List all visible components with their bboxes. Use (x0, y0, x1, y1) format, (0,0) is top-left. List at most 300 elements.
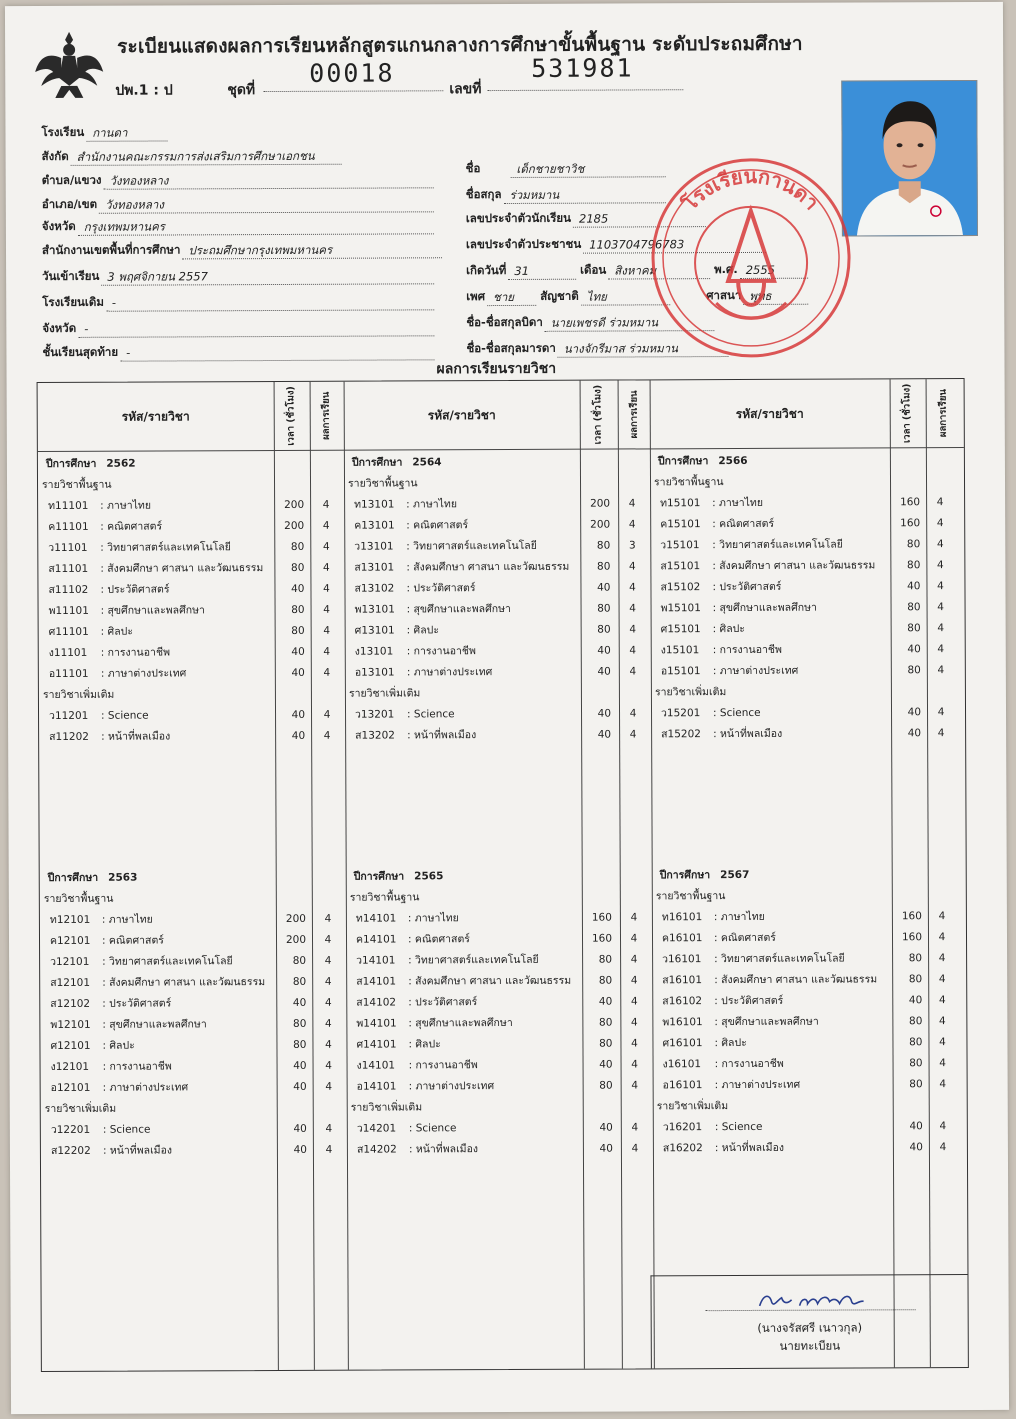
subject-row (40, 1035, 340, 1057)
subject-code: ศ12101 (50, 1039, 91, 1052)
subject-grade: 4 (631, 1037, 638, 1050)
subject-hours: 40 (599, 1058, 613, 1071)
subject-code: ส15102 (660, 581, 701, 594)
subject-row (652, 990, 954, 1012)
subject-code: ส13101 (354, 561, 395, 574)
subject-grade: 4 (323, 666, 331, 679)
subject-name: : วิทยาศาสตร์และเทคโนโลยี (408, 953, 539, 967)
subject-code: พ15101 (660, 602, 701, 615)
subject-grade: 4 (936, 496, 944, 509)
subject-code: พ14101 (356, 1017, 397, 1030)
subject-grade: 4 (631, 1121, 639, 1134)
subject-hours: 200 (284, 498, 305, 511)
col-grade-1: ผลการเรียน (320, 391, 332, 440)
religion-line: ศาสนา พุทธ (706, 287, 808, 305)
subject-code: อ11101 (48, 667, 89, 680)
subject-row (653, 1053, 955, 1075)
subject-hours: 160 (900, 517, 921, 530)
subject-row (345, 661, 645, 683)
subdistrict-value: วังทองหลาง (103, 172, 433, 189)
subject-hours: 80 (597, 602, 611, 615)
subject-hours: 80 (290, 540, 305, 553)
school-seal-stamp (646, 152, 857, 363)
subject-name: : วิทยาศาสตร์และเทคโนโลยี (100, 541, 231, 554)
subject-code: ส13102 (354, 582, 395, 595)
subject-name: : สังคมศึกษา ศาสนา และวัฒนธรรม (100, 562, 264, 575)
birth-month-line: เดือน สิงหาคม (580, 261, 710, 280)
subject-hours: 40 (292, 996, 307, 1009)
registrar-name: (นางจรัสศรี เนาวกุล) (757, 1320, 863, 1335)
mother-name: นางจักรีมาส ร่วมหมาน (558, 341, 729, 358)
subject-code: ง15101 (660, 644, 700, 657)
col-subject-1: รหัส/รายวิชา (121, 408, 190, 424)
prev-school-value: - (106, 294, 434, 311)
subject-name: : สังคมศึกษา ศาสนา และวัฒนธรรม (712, 559, 876, 573)
set-number: 00018 (309, 58, 395, 88)
father-name: นายเพชรดี ร่วมหมาน (545, 315, 715, 332)
subject-code: ค14101 (355, 933, 397, 946)
subject-name: : หน้าที่พลเมือง (407, 729, 477, 742)
subject-row (346, 970, 646, 992)
school-value: กานดา (86, 125, 167, 141)
name-line: ชื่อ เด็กชายชาวิช (466, 159, 666, 178)
subject-hours: 40 (599, 1121, 613, 1134)
subject-code: อ15101 (660, 665, 701, 678)
subject-name: : ศิลปะ (102, 1039, 135, 1052)
prev-province-value: - (78, 320, 434, 338)
subject-hours: 40 (599, 1142, 613, 1155)
subject-hours: 80 (907, 664, 921, 677)
subject-row (40, 909, 340, 931)
subject-row (346, 949, 646, 971)
subject-hours: 40 (907, 643, 921, 656)
subject-code: ง13101 (354, 645, 394, 658)
subject-row (345, 703, 645, 725)
subject-code: ส16101 (662, 974, 703, 987)
subject-row (650, 534, 952, 556)
subject-code: ท16101 (661, 911, 703, 924)
prev-school-line: โรงเรียนเดิม - (42, 292, 434, 312)
subject-code: ค16101 (661, 932, 703, 945)
subject-hours: 40 (293, 1122, 307, 1135)
subject-hours: 40 (291, 645, 305, 658)
subject-hours: 40 (597, 644, 611, 657)
year-heading: ปีการศึกษา 2565 (353, 870, 444, 883)
subject-name: : ภาษาไทย (713, 910, 765, 924)
subject-name: : สังคมศึกษา ศาสนา และวัฒนธรรม (408, 974, 572, 988)
subject-name: : ศิลปะ (408, 1038, 441, 1051)
subject-name: : คณิตศาสตร์ (713, 931, 776, 945)
enroll-date-value: 3 พฤศจิกายน 2557 (101, 268, 434, 285)
subject-name: : การงานอาชีพ (712, 643, 783, 657)
subject-row (346, 1033, 646, 1055)
student-surname: ร่วมหมาน (503, 187, 665, 204)
affiliation-value: สำนักงานคณะกรรมการส่งเสริมการศึกษาเอกชน (71, 149, 342, 166)
subject-grade: 4 (630, 974, 638, 987)
subject-grade: 4 (323, 729, 331, 742)
student-photo (841, 80, 978, 237)
school-line: โรงเรียน กานดา (41, 123, 167, 142)
area-office-line: สำนักงานเขตพื้นที่การศึกษา ประถมศึกษากรุงเทพมหานคร (42, 240, 442, 260)
subject-hours: 80 (909, 1078, 923, 1091)
subject-row (40, 993, 340, 1015)
subject-grade: 4 (629, 644, 637, 657)
subject-hours: 80 (598, 1016, 613, 1029)
subject-row (652, 948, 954, 970)
subject-row (347, 1054, 647, 1076)
subject-hours: 80 (596, 539, 611, 552)
father-line: ชื่อ-ชื่อสกุลบิดา นายเพชรดี ร่วมหมาน (466, 313, 714, 332)
subject-row (41, 1077, 341, 1099)
subject-grade: 4 (631, 1079, 639, 1092)
subject-grade: 4 (938, 952, 946, 965)
subject-grade: 4 (630, 911, 638, 924)
subject-hours: 200 (285, 933, 307, 946)
subject-code: ว16101 (662, 953, 702, 966)
subdistrict-line: ตำบล/แขวง วังทองหลาง (42, 170, 434, 190)
subject-name: : การงานอาชีพ (102, 1060, 172, 1073)
subject-row (651, 660, 953, 682)
subject-grade: 4 (939, 1141, 947, 1154)
subject-row (347, 1138, 647, 1160)
subject-row (346, 907, 646, 929)
subject-hours: 80 (292, 954, 307, 967)
subject-row (39, 621, 339, 643)
subject-name: : ศิลปะ (406, 624, 439, 637)
subject-hours: 200 (285, 912, 306, 925)
subject-row (344, 493, 644, 515)
subject-hours: 80 (599, 1037, 613, 1050)
subject-grade: 4 (938, 994, 946, 1007)
subject-hours: 160 (591, 932, 613, 945)
birth-year: 2555 (740, 263, 808, 279)
subject-hours: 40 (909, 1141, 923, 1154)
col-hours-3: เวลา (ชั่วโมง) (901, 383, 913, 444)
category-heading: รายวิชาเพิ่มเติม (44, 1102, 117, 1116)
subject-grade: 4 (629, 665, 637, 678)
subject-grade: 4 (324, 912, 332, 925)
subject-hours: 80 (906, 538, 921, 551)
subject-grade: 4 (325, 1080, 333, 1093)
subject-hours: 160 (901, 931, 923, 944)
subject-hours: 40 (597, 728, 612, 741)
subject-hours: 200 (590, 497, 611, 510)
subject-name: : ประวัติศาสตร์ (712, 580, 782, 594)
subject-name: : วิทยาศาสตร์และเทคโนโลยี (714, 952, 845, 966)
subject-code: อ14101 (356, 1080, 397, 1093)
student-id-line: เลขประจำตัวนักเรียน 2185 (466, 209, 706, 228)
subject-hours: 80 (909, 1036, 923, 1049)
subject-grade: 4 (630, 932, 638, 945)
subject-row (38, 516, 338, 538)
subject-row (650, 492, 952, 514)
subject-grade: 4 (631, 1058, 638, 1071)
subject-code: ส14101 (356, 975, 397, 988)
subject-hours: 40 (597, 581, 611, 594)
birth-day-line: เกิดวันที่ 31 (466, 262, 576, 280)
garuda-emblem-icon (33, 28, 105, 102)
subject-code: ส16102 (662, 995, 703, 1008)
subject-row (38, 579, 338, 601)
subject-name: : หน้าที่พลเมือง (102, 1144, 173, 1157)
subject-row (38, 558, 338, 580)
subject-name: : ศิลปะ (712, 622, 745, 636)
subject-name: : การงานอาชีพ (406, 645, 477, 658)
subject-hours: 160 (901, 910, 922, 923)
subject-hours: 80 (596, 560, 611, 573)
subject-grade: 4 (631, 1016, 638, 1029)
subject-code: ศ13101 (354, 624, 395, 637)
subject-name: : ภาษาไทย (100, 499, 152, 512)
subject-name: : ประวัติศาสตร์ (408, 996, 478, 1009)
category-heading: รายวิชาพื้นฐาน (349, 891, 420, 904)
subject-grade: 4 (631, 1142, 639, 1155)
subject-grade: 4 (629, 623, 637, 636)
subject-grade: 4 (628, 497, 636, 510)
subject-code: ค12101 (49, 934, 91, 947)
subject-code: ท15101 (660, 497, 701, 510)
subject-hours: 200 (590, 518, 611, 531)
subject-row (40, 972, 340, 994)
subject-hours: 200 (284, 519, 305, 532)
subject-code: ส16202 (662, 1142, 703, 1155)
subject-hours: 80 (909, 1057, 923, 1070)
subject-name: : การงานอาชีพ (714, 1057, 784, 1071)
subject-name: : สังคมศึกษา ศาสนา และวัฒนธรรม (102, 976, 266, 989)
subject-code: ท12101 (49, 913, 91, 926)
citizen-id-line: เลขประจำตัวประชาชน 1103704796783 (466, 235, 766, 254)
subject-row (651, 597, 953, 619)
subject-grade: 4 (936, 517, 944, 530)
subject-grade: 4 (324, 954, 332, 967)
subject-row (344, 535, 644, 557)
subject-row (39, 663, 339, 685)
subject-row (344, 556, 644, 578)
subject-name: : คณิตศาสตร์ (407, 933, 470, 946)
subject-row (41, 1140, 341, 1162)
document-number: 531981 (531, 53, 634, 83)
subject-code: ง11101 (48, 646, 88, 659)
subject-row (651, 618, 953, 640)
subject-row (40, 951, 340, 973)
subject-grade: 4 (629, 602, 636, 615)
year-block (38, 452, 339, 748)
subject-grade: 4 (325, 1017, 332, 1030)
subject-grade: 3 (628, 539, 636, 552)
subject-code: พ16101 (662, 1016, 703, 1029)
year-block (40, 866, 341, 1162)
subject-grade: 4 (324, 933, 332, 946)
subject-code: ว12101 (50, 955, 90, 968)
subject-grade: 4 (322, 519, 330, 532)
subject-hours: 40 (598, 995, 613, 1008)
subject-row (653, 1137, 955, 1159)
subject-name: : Science (102, 1123, 151, 1136)
subject-row (345, 619, 645, 641)
prev-province-line: จังหวัด - (42, 318, 434, 338)
subject-row (347, 1075, 647, 1097)
subject-code: อ13101 (354, 666, 395, 679)
year-block (344, 450, 645, 746)
subject-row (653, 1074, 955, 1096)
subject-hours: 80 (906, 559, 921, 572)
subject-grade: 4 (325, 1038, 332, 1051)
subject-grade: 4 (939, 1036, 946, 1049)
subject-code: ว16201 (662, 1121, 703, 1134)
subject-name: : ภาษาต่างประเทศ (102, 1081, 189, 1094)
subject-name: : สังคมศึกษา ศาสนา และวัฒนธรรม (714, 973, 878, 987)
subject-grade: 4 (939, 1015, 946, 1028)
subject-grade: 4 (325, 1143, 333, 1156)
subject-grade: 4 (325, 1122, 333, 1135)
subject-code: ส15202 (661, 728, 701, 741)
subject-row (651, 639, 953, 661)
category-heading: รายวิชาเพิ่มเติม (350, 1101, 423, 1114)
subject-code: ง12101 (50, 1060, 90, 1073)
subject-hours: 40 (908, 994, 923, 1007)
subject-grade: 4 (322, 498, 330, 511)
subject-name: : ภาษาไทย (406, 498, 458, 511)
subject-name: : Science (714, 1120, 763, 1134)
subject-row (345, 640, 645, 662)
subject-grade: 4 (629, 728, 637, 741)
results-table (37, 378, 969, 1372)
subject-hours: 80 (598, 953, 613, 966)
subject-row (346, 1012, 646, 1034)
year-heading: ปีการศึกษา 2564 (351, 456, 442, 469)
subject-name: : ศิลปะ (714, 1036, 747, 1050)
citizen-id: 1103704796783 (583, 237, 766, 254)
subject-code: ส15101 (660, 560, 701, 573)
subject-code: ท11101 (48, 499, 89, 513)
subject-name: : Science (408, 1122, 457, 1135)
subject-name: : คณิตศาสตร์ (406, 519, 469, 532)
province-line: จังหวัด กรุงเทพมหานคร (42, 216, 434, 236)
subject-grade: 4 (939, 1120, 947, 1133)
affiliation-line: สังกัด สำนักงานคณะกรรมการส่งเสริมการศึกษาเอกชน (42, 147, 342, 166)
subject-row (38, 537, 338, 559)
subject-row (41, 1056, 341, 1078)
subject-code: ส12202 (50, 1144, 91, 1157)
subject-row (39, 642, 339, 664)
subject-grade: 4 (323, 582, 330, 595)
subject-code: พ13101 (354, 603, 395, 616)
subject-code: ว11201 (49, 709, 89, 722)
subject-row (650, 555, 952, 577)
year-block (650, 449, 953, 745)
subject-hours: 80 (907, 622, 921, 635)
subject-code: ค15101 (660, 518, 701, 531)
subject-row (39, 600, 339, 622)
subject-code: ส11101 (48, 562, 89, 575)
subject-grade: 4 (323, 624, 331, 637)
subject-grade: 4 (324, 975, 332, 988)
subject-code: พ11101 (48, 604, 89, 617)
subject-name: : ภาษาต่างประเทศ (406, 666, 493, 679)
subject-code: ส14102 (356, 996, 397, 1009)
subject-grade: 4 (939, 1057, 946, 1070)
subject-hours: 40 (907, 580, 921, 593)
category-heading: รายวิชาพื้นฐาน (41, 478, 112, 492)
subject-row (347, 1117, 647, 1139)
subject-row (344, 514, 644, 536)
subject-hours: 40 (291, 666, 305, 679)
student-name: เด็กชายชาวิช (510, 161, 665, 178)
subject-code: ส13202 (355, 729, 395, 742)
subject-code: อ16101 (662, 1079, 703, 1092)
district-line: อำเภอ/เขต วังทองหลาง (42, 194, 434, 214)
subject-code: ง14101 (356, 1059, 396, 1072)
category-heading: รายวิชาเพิ่มเติม (656, 1100, 729, 1113)
subject-grade: 4 (937, 559, 944, 572)
subject-hours: 40 (293, 1143, 307, 1156)
subject-grade: 4 (938, 910, 946, 923)
subject-row (652, 927, 954, 949)
subject-grade: 4 (937, 643, 945, 656)
subject-code: ว14101 (356, 954, 396, 967)
subject-grade: 4 (938, 931, 946, 944)
subject-row (653, 1116, 955, 1138)
last-grade-line: ชั้นเรียนสุดท้าย - (42, 342, 434, 362)
subject-grade: 4 (628, 518, 636, 531)
subject-row (38, 495, 338, 517)
subject-hours: 40 (909, 1120, 923, 1133)
category-heading: รายวิชาเพิ่มเติม (654, 686, 727, 699)
col-subject-3: รหัส/รายวิชา (735, 406, 804, 421)
subject-hours: 40 (907, 727, 922, 740)
subject-row (346, 991, 646, 1013)
subject-name: : หน้าที่พลเมือง (408, 1143, 479, 1156)
category-heading: รายวิชาพื้นฐาน (655, 890, 726, 903)
subject-name: : ภาษาไทย (101, 913, 153, 926)
subject-code: ว12201 (50, 1123, 91, 1136)
set-label: ชุดที่ (227, 82, 256, 99)
subject-grade: 4 (323, 708, 331, 721)
subject-name: : ประวัติศาสตร์ (100, 583, 170, 596)
subject-hours: 80 (292, 1017, 307, 1030)
col-hours-2: เวลา (ชั่วโมง) (592, 384, 604, 445)
subject-row (652, 969, 954, 991)
subject-code: ค11101 (48, 520, 89, 534)
subject-code: พ12101 (50, 1018, 91, 1031)
subject-hours: 40 (291, 582, 305, 595)
subject-name: : คณิตศาสตร์ (712, 517, 775, 531)
subject-name: : Science (101, 709, 149, 722)
religion-value: พุทธ (743, 289, 808, 305)
subject-code: ว13201 (355, 708, 395, 721)
sex-value: ชาย (487, 290, 536, 306)
number-label: เลขที่ (449, 81, 482, 98)
subject-row (346, 928, 646, 950)
student-id: 2185 (573, 211, 706, 228)
subject-hours: 80 (597, 623, 611, 636)
subject-grade: 4 (629, 707, 637, 720)
subject-hours: 80 (291, 624, 305, 637)
subject-code: ค13101 (354, 519, 395, 532)
subject-name: : ภาษาไทย (407, 912, 459, 925)
subject-code: ส11202 (49, 730, 89, 743)
registrar-signature-box (650, 1274, 967, 1368)
subject-hours: 80 (599, 1079, 613, 1092)
category-heading: รายวิชาพื้นฐาน (347, 477, 418, 490)
nationality-line: สัญชาติ ไทย (540, 287, 670, 306)
subject-row (41, 1119, 341, 1141)
subject-code: ส11102 (48, 583, 89, 596)
subject-hours: 40 (597, 707, 612, 720)
subject-name: : หน้าที่พลเมือง (713, 727, 783, 741)
subject-name: : Science (407, 708, 455, 721)
subject-row (345, 724, 645, 746)
